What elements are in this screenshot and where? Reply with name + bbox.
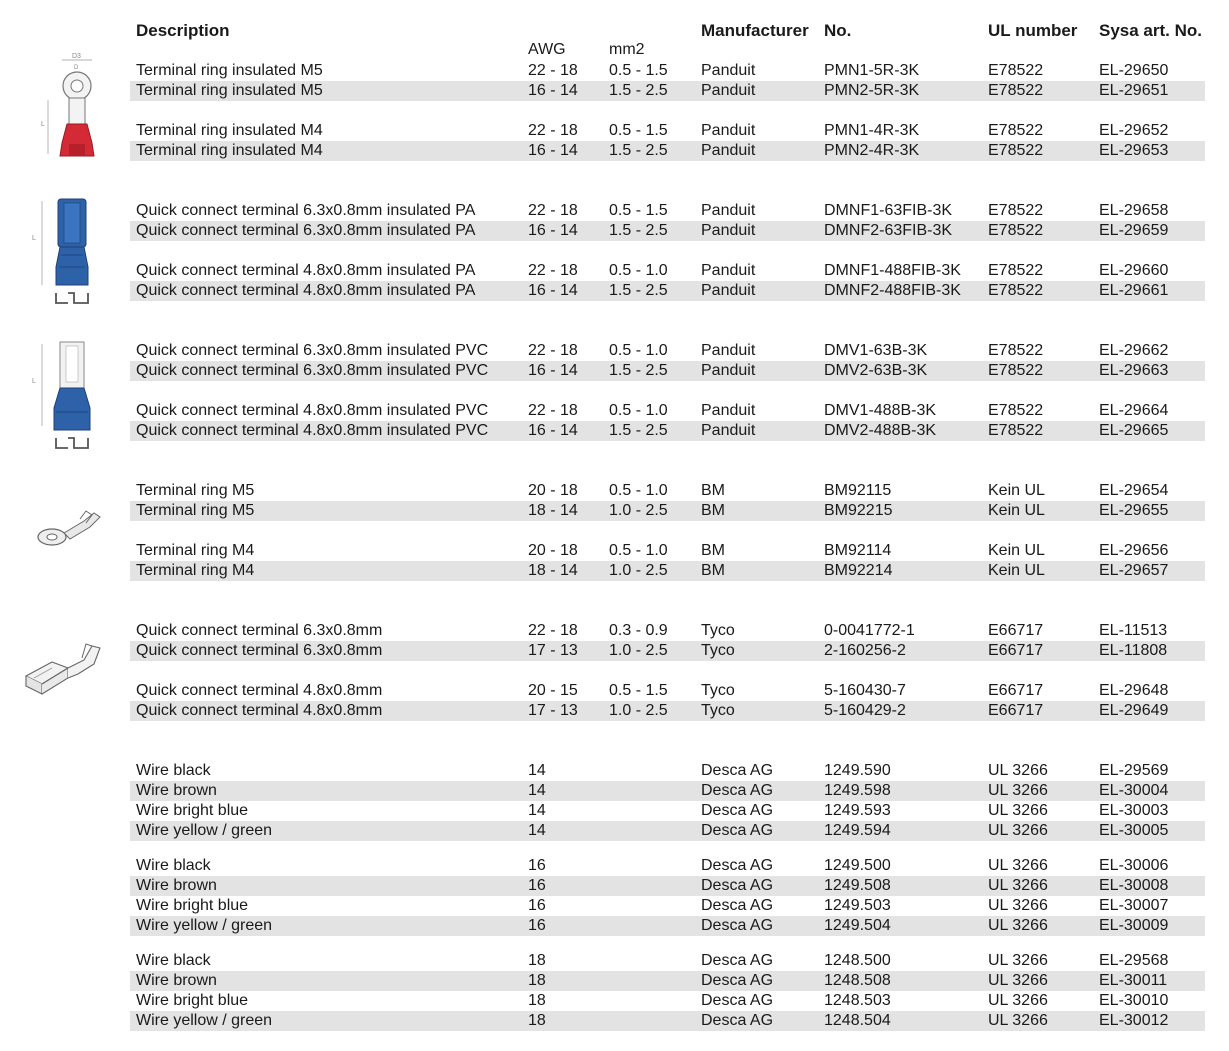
table-row bbox=[130, 81, 1205, 101]
awg-cell: 17 - 13 bbox=[528, 642, 578, 659]
part-number-cell: DMV1-488B-3K bbox=[824, 402, 937, 419]
description-cell: Wire yellow / green bbox=[136, 1012, 273, 1029]
table-row bbox=[130, 896, 1205, 916]
table-row bbox=[130, 341, 1205, 361]
table-row bbox=[130, 541, 1205, 561]
mm2-cell: 1.5 - 2.5 bbox=[609, 422, 668, 439]
manufacturer-cell: Desca AG bbox=[701, 972, 774, 989]
description-cell: Quick connect terminal 4.8x0.8mm insulated PA bbox=[136, 262, 476, 279]
art-number-cell: EL-30012 bbox=[1099, 1012, 1169, 1029]
part-number-cell: DMNF1-63FIB-3K bbox=[824, 202, 953, 219]
manufacturer-cell: Desca AG bbox=[701, 917, 774, 934]
art-number-cell: EL-30003 bbox=[1099, 802, 1169, 819]
description-cell: Quick connect terminal 6.3x0.8mm insulated PA bbox=[136, 222, 476, 239]
ul-number-cell: UL 3266 bbox=[988, 917, 1048, 934]
manufacturer-cell: Desca AG bbox=[701, 992, 774, 1009]
part-number-cell: 5-160429-2 bbox=[824, 702, 906, 719]
art-number-cell: EL-29661 bbox=[1099, 282, 1169, 299]
awg-cell: 22 - 18 bbox=[528, 622, 578, 639]
mm2-cell: 1.5 - 2.5 bbox=[609, 282, 668, 299]
art-number-cell: EL-30010 bbox=[1099, 992, 1169, 1009]
mm2-cell: 1.0 - 2.5 bbox=[609, 702, 668, 719]
dimension-l-label: L bbox=[41, 121, 45, 128]
manufacturer-cell: Panduit bbox=[701, 142, 756, 159]
part-number-cell: DMV1-63B-3K bbox=[824, 342, 928, 359]
manufacturer-cell: Panduit bbox=[701, 342, 756, 359]
ul-number-cell: E78522 bbox=[988, 422, 1044, 439]
table-row bbox=[130, 621, 1205, 641]
manufacturer-cell: Panduit bbox=[701, 122, 756, 139]
mm2-cell: 0.5 - 1.5 bbox=[609, 62, 668, 79]
part-number-cell: DMV2-488B-3K bbox=[824, 422, 937, 439]
mm2-cell: 0.5 - 1.0 bbox=[609, 402, 668, 419]
awg-cell: 16 - 14 bbox=[528, 222, 578, 239]
awg-cell: 14 bbox=[528, 762, 546, 779]
ul-number-cell: E78522 bbox=[988, 282, 1044, 299]
art-number-cell: EL-30005 bbox=[1099, 822, 1169, 839]
description-cell: Terminal ring insulated M5 bbox=[136, 62, 323, 79]
manufacturer-cell: Panduit bbox=[701, 402, 756, 419]
part-number-cell: 1248.504 bbox=[824, 1012, 891, 1029]
part-number-cell: 1249.590 bbox=[824, 762, 891, 779]
header-awg: AWG bbox=[528, 41, 566, 58]
quick-connect-insulated-pvc-blue-icon bbox=[28, 338, 98, 456]
ul-number-cell: UL 3266 bbox=[988, 877, 1048, 894]
manufacturer-cell: Tyco bbox=[701, 622, 735, 639]
quick-connect-bare-icon bbox=[22, 638, 108, 700]
ul-number-cell: UL 3266 bbox=[988, 762, 1048, 779]
mm2-cell: 0.5 - 1.5 bbox=[609, 202, 668, 219]
manufacturer-cell: Desca AG bbox=[701, 822, 774, 839]
art-number-cell: EL-30004 bbox=[1099, 782, 1169, 799]
description-cell: Wire brown bbox=[136, 877, 217, 894]
awg-cell: 16 bbox=[528, 857, 546, 874]
description-cell: Terminal ring M5 bbox=[136, 502, 255, 519]
mm2-cell: 1.5 - 2.5 bbox=[609, 142, 668, 159]
manufacturer-cell: Desca AG bbox=[701, 952, 774, 969]
manufacturer-cell: Panduit bbox=[701, 222, 756, 239]
manufacturer-cell: Panduit bbox=[701, 262, 756, 279]
ul-number-cell: UL 3266 bbox=[988, 782, 1048, 799]
art-number-cell: EL-29655 bbox=[1099, 502, 1169, 519]
description-cell: Terminal ring M4 bbox=[136, 562, 255, 579]
manufacturer-cell: Panduit bbox=[701, 202, 756, 219]
table-row bbox=[130, 641, 1205, 661]
awg-cell: 16 - 14 bbox=[528, 142, 578, 159]
part-number-cell: 1249.598 bbox=[824, 782, 891, 799]
description-cell: Wire brown bbox=[136, 972, 217, 989]
ul-number-cell: Kein UL bbox=[988, 542, 1045, 559]
ul-number-cell: UL 3266 bbox=[988, 857, 1048, 874]
mm2-cell: 1.5 - 2.5 bbox=[609, 362, 668, 379]
awg-cell: 16 - 14 bbox=[528, 362, 578, 379]
mm2-cell: 0.5 - 1.0 bbox=[609, 342, 668, 359]
description-cell: Wire bright blue bbox=[136, 992, 249, 1009]
mm2-cell: 0.5 - 1.0 bbox=[609, 542, 668, 559]
ring-terminal-insulated-red-icon bbox=[38, 48, 104, 162]
part-number-cell: DMV2-63B-3K bbox=[824, 362, 928, 379]
ul-number-cell: UL 3266 bbox=[988, 952, 1048, 969]
manufacturer-cell: Desca AG bbox=[701, 877, 774, 894]
quick-connect-insulated-pa-blue-icon bbox=[28, 195, 98, 313]
table-row bbox=[130, 821, 1205, 841]
ul-number-cell: E66717 bbox=[988, 702, 1044, 719]
part-number-cell: 1248.500 bbox=[824, 952, 891, 969]
part-number-cell: 0-0041772-1 bbox=[824, 622, 915, 639]
ul-number-cell: E78522 bbox=[988, 222, 1044, 239]
manufacturer-cell: Panduit bbox=[701, 422, 756, 439]
description-cell: Terminal ring insulated M4 bbox=[136, 122, 323, 139]
table-row bbox=[130, 781, 1205, 801]
mm2-cell: 1.0 - 2.5 bbox=[609, 502, 668, 519]
header-no: No. bbox=[824, 21, 852, 40]
table-row bbox=[130, 361, 1205, 381]
manufacturer-cell: BM bbox=[701, 502, 725, 519]
table-row bbox=[130, 61, 1205, 81]
ul-number-cell: E78522 bbox=[988, 342, 1044, 359]
awg-cell: 18 bbox=[528, 972, 546, 989]
part-number-cell: DMNF2-63FIB-3K bbox=[824, 222, 953, 239]
description-cell: Wire yellow / green bbox=[136, 822, 273, 839]
table-row bbox=[130, 561, 1205, 581]
ul-number-cell: E78522 bbox=[988, 142, 1044, 159]
manufacturer-cell: BM bbox=[701, 542, 725, 559]
ul-number-cell: UL 3266 bbox=[988, 822, 1048, 839]
description-cell: Quick connect terminal 6.3x0.8mm bbox=[136, 642, 383, 659]
mm2-cell: 0.5 - 1.5 bbox=[609, 122, 668, 139]
part-number-cell: PMN1-5R-3K bbox=[824, 62, 920, 79]
part-number-cell: PMN2-4R-3K bbox=[824, 142, 920, 159]
ul-number-cell: E78522 bbox=[988, 202, 1044, 219]
header-description: Description bbox=[136, 21, 230, 40]
header-art-no: Sysa art. No. bbox=[1099, 21, 1202, 40]
dimension-l-label: L bbox=[32, 378, 36, 385]
table-row bbox=[130, 991, 1205, 1011]
awg-cell: 16 bbox=[528, 877, 546, 894]
manufacturer-cell: Desca AG bbox=[701, 1012, 774, 1029]
description-cell: Wire bright blue bbox=[136, 802, 249, 819]
art-number-cell: EL-29648 bbox=[1099, 682, 1169, 699]
description-cell: Wire brown bbox=[136, 782, 217, 799]
description-cell: Quick connect terminal 6.3x0.8mm bbox=[136, 622, 383, 639]
table-row bbox=[130, 261, 1205, 281]
description-cell: Quick connect terminal 4.8x0.8mm bbox=[136, 682, 383, 699]
dimension-d-label: D bbox=[74, 65, 79, 71]
ul-number-cell: Kein UL bbox=[988, 562, 1045, 579]
table-row bbox=[130, 421, 1205, 441]
mm2-cell: 0.5 - 1.0 bbox=[609, 482, 668, 499]
table-row bbox=[130, 971, 1205, 991]
description-cell: Quick connect terminal 6.3x0.8mm insulated PVC bbox=[136, 342, 489, 359]
art-number-cell: EL-29659 bbox=[1099, 222, 1169, 239]
ul-number-cell: UL 3266 bbox=[988, 992, 1048, 1009]
awg-cell: 20 - 15 bbox=[528, 682, 578, 699]
ring-terminal-bare-icon bbox=[36, 503, 104, 551]
description-cell: Quick connect terminal 4.8x0.8mm insulated PA bbox=[136, 282, 476, 299]
awg-cell: 16 - 14 bbox=[528, 82, 578, 99]
ul-number-cell: E78522 bbox=[988, 62, 1044, 79]
description-cell: Quick connect terminal 4.8x0.8mm insulated PVC bbox=[136, 422, 489, 439]
manufacturer-cell: Tyco bbox=[701, 702, 735, 719]
art-number-cell: EL-29654 bbox=[1099, 482, 1169, 499]
art-number-cell: EL-29662 bbox=[1099, 342, 1169, 359]
manufacturer-cell: Desca AG bbox=[701, 762, 774, 779]
ul-number-cell: Kein UL bbox=[988, 482, 1045, 499]
table-row bbox=[130, 761, 1205, 781]
description-cell: Terminal ring insulated M4 bbox=[136, 142, 323, 159]
ul-number-cell: UL 3266 bbox=[988, 897, 1048, 914]
awg-cell: 22 - 18 bbox=[528, 262, 578, 279]
description-cell: Quick connect terminal 6.3x0.8mm insulated PA bbox=[136, 202, 476, 219]
manufacturer-cell: Desca AG bbox=[701, 782, 774, 799]
awg-cell: 14 bbox=[528, 802, 546, 819]
part-number-cell: 1248.508 bbox=[824, 972, 891, 989]
table-row bbox=[130, 856, 1205, 876]
part-number-cell: 1249.508 bbox=[824, 877, 891, 894]
manufacturer-cell: Desca AG bbox=[701, 857, 774, 874]
description-cell: Quick connect terminal 4.8x0.8mm insulated PVC bbox=[136, 402, 489, 419]
art-number-cell: EL-30008 bbox=[1099, 877, 1169, 894]
awg-cell: 22 - 18 bbox=[528, 202, 578, 219]
dimension-d3-label: D3 bbox=[72, 53, 81, 60]
part-number-cell: BM92215 bbox=[824, 502, 893, 519]
awg-cell: 16 - 14 bbox=[528, 422, 578, 439]
art-number-cell: EL-29660 bbox=[1099, 262, 1169, 279]
table-row bbox=[130, 221, 1205, 241]
header-mm2: mm2 bbox=[609, 41, 645, 58]
awg-cell: 18 bbox=[528, 992, 546, 1009]
art-number-cell: EL-29656 bbox=[1099, 542, 1169, 559]
table-row bbox=[130, 916, 1205, 936]
header-ul-number: UL number bbox=[988, 21, 1078, 40]
part-number-cell: PMN2-5R-3K bbox=[824, 82, 920, 99]
part-number-cell: 1249.500 bbox=[824, 857, 891, 874]
mm2-cell: 1.5 - 2.5 bbox=[609, 222, 668, 239]
art-number-cell: EL-30009 bbox=[1099, 917, 1169, 934]
description-cell: Quick connect terminal 6.3x0.8mm insulated PVC bbox=[136, 362, 489, 379]
description-cell: Wire bright blue bbox=[136, 897, 249, 914]
manufacturer-cell: BM bbox=[701, 482, 725, 499]
mm2-cell: 1.0 - 2.5 bbox=[609, 642, 668, 659]
part-number-cell: BM92114 bbox=[824, 542, 892, 559]
description-cell: Wire black bbox=[136, 952, 211, 969]
awg-cell: 16 bbox=[528, 917, 546, 934]
awg-cell: 18 - 14 bbox=[528, 502, 578, 519]
ul-number-cell: E78522 bbox=[988, 122, 1044, 139]
ul-number-cell: E66717 bbox=[988, 682, 1044, 699]
table-row bbox=[130, 281, 1205, 301]
ul-number-cell: E66717 bbox=[988, 642, 1044, 659]
part-number-cell: PMN1-4R-3K bbox=[824, 122, 920, 139]
table-row bbox=[130, 951, 1205, 971]
art-number-cell: EL-29658 bbox=[1099, 202, 1169, 219]
manufacturer-cell: Panduit bbox=[701, 282, 756, 299]
art-number-cell: EL-29651 bbox=[1099, 82, 1169, 99]
part-number-cell: BM92214 bbox=[824, 562, 893, 579]
awg-cell: 14 bbox=[528, 822, 546, 839]
part-number-cell: 5-160430-7 bbox=[824, 682, 906, 699]
art-number-cell: EL-30007 bbox=[1099, 897, 1169, 914]
table-row bbox=[130, 801, 1205, 821]
description-cell: Wire black bbox=[136, 762, 211, 779]
part-number-cell: DMNF1-488FIB-3K bbox=[824, 262, 961, 279]
art-number-cell: EL-29569 bbox=[1099, 762, 1169, 779]
part-number-cell: 1248.503 bbox=[824, 992, 891, 1009]
ul-number-cell: E66717 bbox=[988, 622, 1044, 639]
art-number-cell: EL-29650 bbox=[1099, 62, 1169, 79]
part-number-cell: BM92115 bbox=[824, 482, 892, 499]
table-row bbox=[130, 201, 1205, 221]
art-number-cell: EL-29664 bbox=[1099, 402, 1169, 419]
table-row bbox=[130, 121, 1205, 141]
art-number-cell: EL-30011 bbox=[1099, 972, 1168, 989]
art-number-cell: EL-29568 bbox=[1099, 952, 1169, 969]
dimension-l-label: L bbox=[32, 235, 36, 242]
part-number-cell: 1249.593 bbox=[824, 802, 891, 819]
table-row bbox=[130, 681, 1205, 701]
table-row bbox=[130, 701, 1205, 721]
description-cell: Quick connect terminal 4.8x0.8mm bbox=[136, 702, 383, 719]
description-cell: Wire black bbox=[136, 857, 211, 874]
mm2-cell: 0.5 - 1.0 bbox=[609, 262, 668, 279]
header-manufacturer: Manufacturer bbox=[701, 21, 809, 40]
description-cell: Wire yellow / green bbox=[136, 917, 273, 934]
awg-cell: 18 bbox=[528, 952, 546, 969]
awg-cell: 14 bbox=[528, 782, 546, 799]
ul-number-cell: UL 3266 bbox=[988, 802, 1048, 819]
description-cell: Terminal ring M5 bbox=[136, 482, 255, 499]
manufacturer-cell: BM bbox=[701, 562, 725, 579]
mm2-cell: 1.0 - 2.5 bbox=[609, 562, 668, 579]
awg-cell: 18 - 14 bbox=[528, 562, 578, 579]
art-number-cell: EL-30006 bbox=[1099, 857, 1169, 874]
awg-cell: 17 - 13 bbox=[528, 702, 578, 719]
mm2-cell: 1.5 - 2.5 bbox=[609, 82, 668, 99]
table-row bbox=[130, 876, 1205, 896]
art-number-cell: EL-29653 bbox=[1099, 142, 1169, 159]
table-row bbox=[130, 401, 1205, 421]
awg-cell: 16 bbox=[528, 897, 546, 914]
art-number-cell: EL-29663 bbox=[1099, 362, 1169, 379]
art-number-cell: EL-29665 bbox=[1099, 422, 1169, 439]
awg-cell: 18 bbox=[528, 1012, 546, 1029]
manufacturer-cell: Tyco bbox=[701, 682, 735, 699]
manufacturer-cell: Desca AG bbox=[701, 897, 774, 914]
art-number-cell: EL-11513 bbox=[1099, 622, 1168, 639]
art-number-cell: EL-29649 bbox=[1099, 702, 1169, 719]
manufacturer-cell: Tyco bbox=[701, 642, 735, 659]
ul-number-cell: UL 3266 bbox=[988, 1012, 1048, 1029]
description-cell: Terminal ring insulated M5 bbox=[136, 82, 323, 99]
table-row bbox=[130, 141, 1205, 161]
awg-cell: 20 - 18 bbox=[528, 482, 578, 499]
ul-number-cell: E78522 bbox=[988, 82, 1044, 99]
ul-number-cell: E78522 bbox=[988, 402, 1044, 419]
ul-number-cell: Kein UL bbox=[988, 502, 1045, 519]
awg-cell: 22 - 18 bbox=[528, 342, 578, 359]
art-number-cell: EL-11808 bbox=[1099, 642, 1168, 659]
part-number-cell: 1249.503 bbox=[824, 897, 891, 914]
ul-number-cell: E78522 bbox=[988, 362, 1044, 379]
manufacturer-cell: Panduit bbox=[701, 82, 756, 99]
manufacturer-cell: Panduit bbox=[701, 362, 756, 379]
art-number-cell: EL-29657 bbox=[1099, 562, 1169, 579]
manufacturer-cell: Panduit bbox=[701, 62, 756, 79]
ul-number-cell: UL 3266 bbox=[988, 972, 1048, 989]
description-cell: Terminal ring M4 bbox=[136, 542, 255, 559]
part-number-cell: DMNF2-488FIB-3K bbox=[824, 282, 961, 299]
art-number-cell: EL-29652 bbox=[1099, 122, 1169, 139]
mm2-cell: 0.3 - 0.9 bbox=[609, 622, 668, 639]
ul-number-cell: E78522 bbox=[988, 262, 1044, 279]
awg-cell: 16 - 14 bbox=[528, 282, 578, 299]
awg-cell: 22 - 18 bbox=[528, 62, 578, 79]
mm2-cell: 0.5 - 1.5 bbox=[609, 682, 668, 699]
awg-cell: 22 - 18 bbox=[528, 402, 578, 419]
table-row bbox=[130, 481, 1205, 501]
awg-cell: 22 - 18 bbox=[528, 122, 578, 139]
awg-cell: 20 - 18 bbox=[528, 542, 578, 559]
table-row bbox=[130, 501, 1205, 521]
part-number-cell: 1249.594 bbox=[824, 822, 891, 839]
manufacturer-cell: Desca AG bbox=[701, 802, 774, 819]
part-number-cell: 2-160256-2 bbox=[824, 642, 906, 659]
part-number-cell: 1249.504 bbox=[824, 917, 891, 934]
table-row bbox=[130, 1011, 1205, 1031]
